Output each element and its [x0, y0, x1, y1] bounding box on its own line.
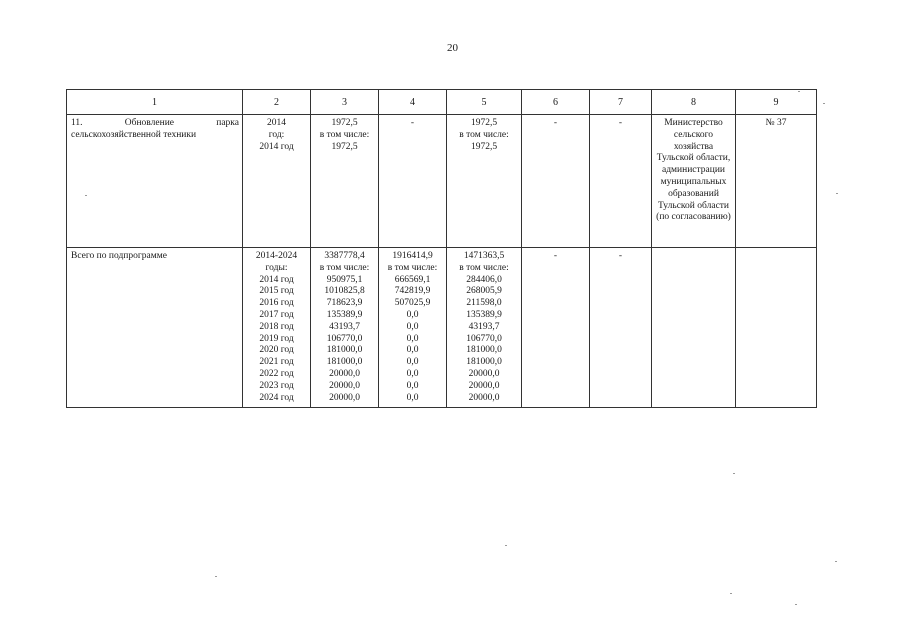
column-7-cell: - [590, 248, 652, 408]
measure-name-cell [67, 115, 243, 248]
header-row [67, 90, 817, 115]
column-header: 8 [652, 90, 736, 115]
column-header: 7 [590, 90, 652, 115]
period-cell: 2014 год: 2014 год [243, 115, 311, 248]
period-cell: 2014-2024 годы: 2014 год 2015 год 2016 год 2017 год 2018 год 2019 год 2020 год 2021 год 2022 год 2023 год 2024 год [243, 248, 311, 408]
total-funding-cell: 3387778,4 в том числе: 950975,1 1010825,8 718623,9 135389,9 43193,7 106770,0 181000,0 181000,0 20000,0 20000,0 20000,0 [311, 248, 379, 408]
column-6-cell: - [522, 248, 590, 408]
column-4-cell: - [379, 115, 447, 248]
scan-speck [505, 545, 507, 546]
column-header: 6 [522, 90, 590, 115]
total-funding-cell: 1972,5 в том числе: 1972,5 [311, 115, 379, 248]
scan-speck [836, 193, 838, 194]
scan-speck [730, 593, 732, 594]
column-header: 5 [447, 90, 522, 115]
column-header: 1 [67, 90, 243, 115]
column-7-cell: - [590, 115, 652, 248]
measure-name-cell [67, 248, 243, 408]
scan-speck [733, 473, 735, 474]
measure-name: 11. Обновление парка сельскохозяйственной техники [71, 118, 239, 140]
scan-speck [215, 576, 217, 577]
page-number: 20 [447, 42, 458, 54]
table-row-total [67, 248, 817, 408]
executor-cell: Министерство сельского хозяйства Тульской области, администрации муниципальных образований Тульской области (по согласованию) [652, 115, 736, 248]
column-4-cell: 1916414,9 в том числе: 666569,1 742819,9 507025,9 0,0 0,0 0,0 0,0 0,0 0,0 0,0 0,0 [379, 248, 447, 408]
table-row [67, 115, 817, 248]
column-header: 2 [243, 90, 311, 115]
column-5-cell: 1972,5 в том числе: 1972,5 [447, 115, 522, 248]
scan-speck [835, 561, 837, 562]
scan-speck [85, 195, 87, 196]
measure-name: Всего по подпрограмме [71, 251, 167, 261]
column-6-cell: - [522, 115, 590, 248]
indicator-cell [736, 248, 817, 408]
column-header: 4 [379, 90, 447, 115]
column-header: 9 [736, 90, 817, 115]
indicator-cell: № 37 [736, 115, 817, 248]
column-5-cell: 1471363,5 в том числе: 284406,0 268005,9 211598,0 135389,9 43193,7 106770,0 181000,0 181000,0 20000,0 20000,0 20000,0 [447, 248, 522, 408]
scan-speck [823, 103, 825, 104]
scan-speck [798, 91, 800, 92]
column-header: 3 [311, 90, 379, 115]
program-table [66, 89, 817, 408]
executor-cell [652, 248, 736, 408]
scan-speck [795, 604, 797, 605]
